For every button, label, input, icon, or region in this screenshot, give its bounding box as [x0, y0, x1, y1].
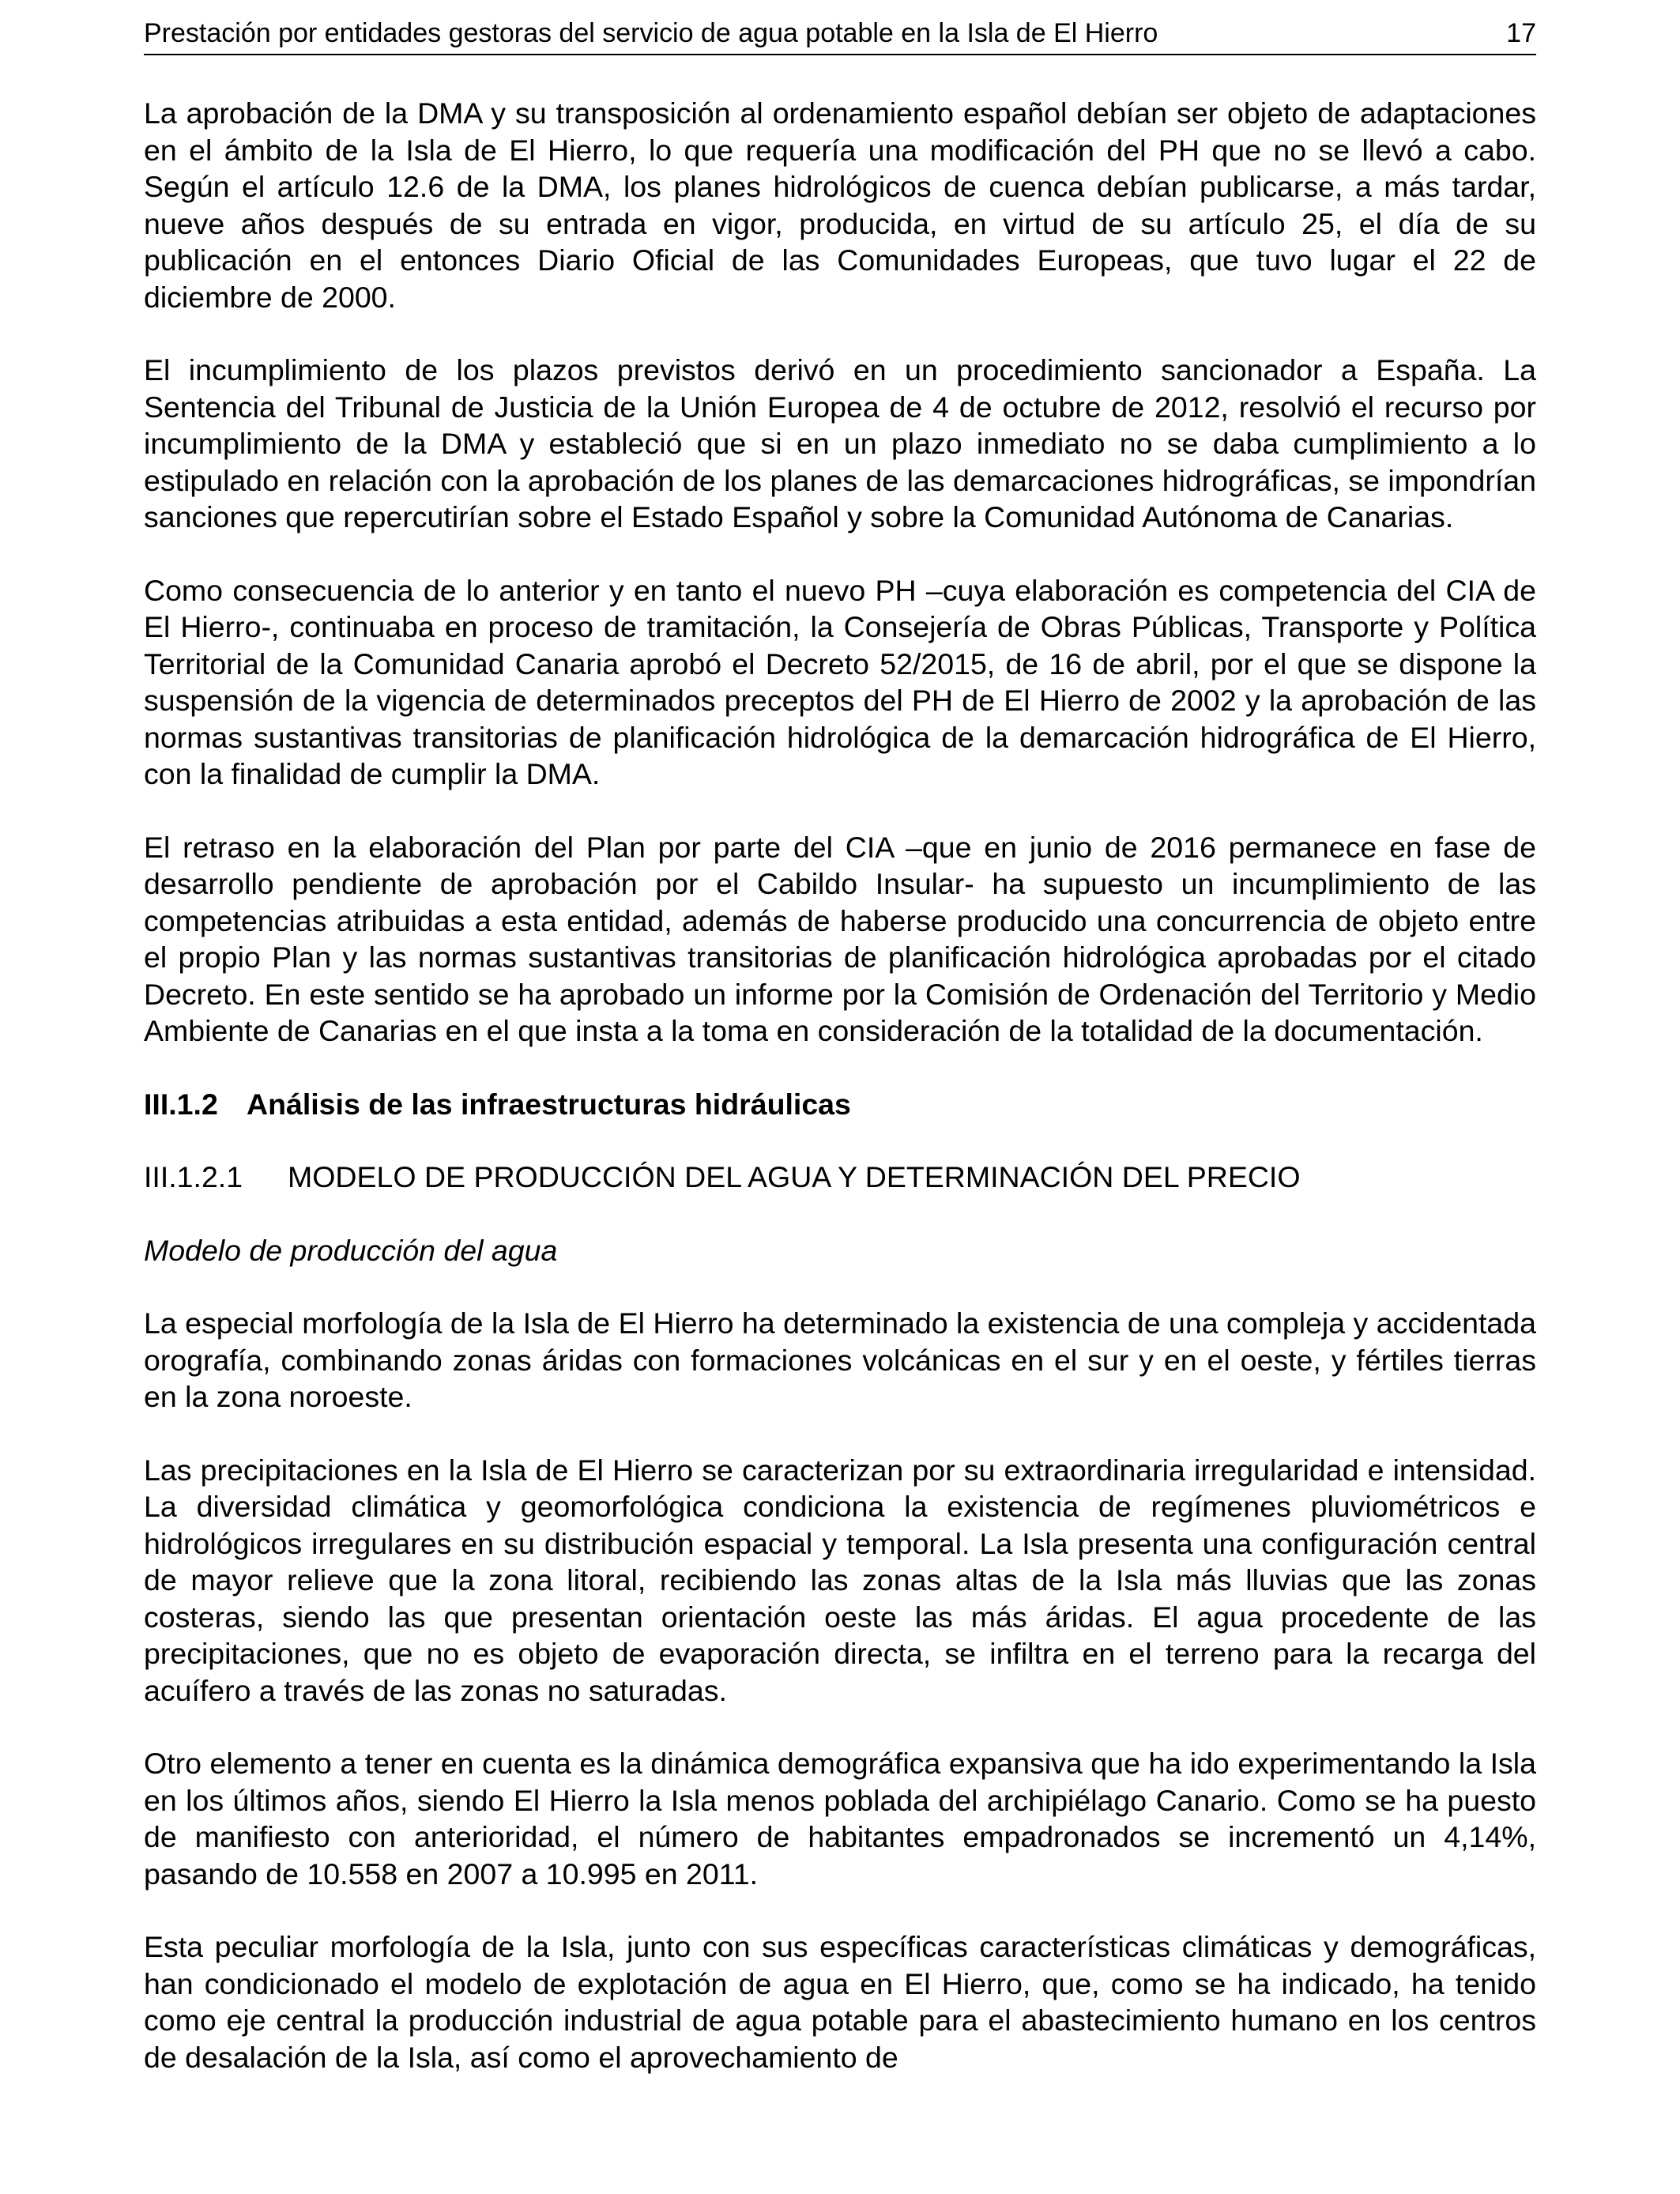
paragraph: El incumplimiento de los plazos previstos derivó en un procedimiento sancionador a España. La Sentencia del Tribunal de Justicia de la Unión Europea de 4 de octubre de 2012, resolvió el recurso por incumplimiento de la DMA y estableció que si en un plazo inmediato no se daba cumplimiento a lo estipulado en relación con la aprobación de los planes de las demarcaciones hidrográficas, se impondrían sanciones que repercutirían sobre el Estado Español y sobre la Comunidad Autónoma de Canarias.: [144, 353, 1536, 533]
paragraph: La especial morfología de la Isla de El Hierro ha determinado la existencia de una compleja y accidentada orografía, combinando zonas áridas con formaciones volcánicas en el sur y en el oeste, y fértiles tierras en la zona noroeste.: [144, 1306, 1536, 1413]
paragraph: Las precipitaciones en la Isla de El Hierro se caracterizan por su extraordinaria irregularidad e intensidad. La diversidad climática y geomorfológica condiciona la existencia de regímenes pluviométricos e hidrológicos irregulares en su distribución espacial y temporal. La Isla presenta una configuración central de mayor relieve que la zona litoral, recibiendo las zonas altas de la Isla más lluvias que las zonas costeras, siendo las que presentan orientación oeste las más áridas. El agua procedente de las precipitaciones, que no es objeto de evaporación directa, se infiltra en el terreno para la recarga del acuífero a través de las zonas no saturadas.: [144, 1453, 1536, 1707]
page-number: 17: [1506, 18, 1536, 48]
running-title: Prestación por entidades gestoras del servicio de agua potable en la Isla de El Hierro: [144, 18, 1158, 48]
paragraph: Como consecuencia de lo anterior y en tanto el nuevo PH –cuya elaboración es competencia del CIA de El Hierro-, continuaba en proceso de tramitación, la Consejería de Obras Públicas, Transporte y Política Territorial de la Comunidad Canaria aprobó el Decreto 52/2015, de 16 de abril, por el que se dispone la suspensión de la vigencia de determinados preceptos del PH de El Hierro de 2002 y la aprobación de las normas sustantivas transitorias de planificación hidrológica de la demarcación hidrográfica de El Hierro, con la finalidad de cumplir la DMA.: [144, 573, 1536, 790]
page-header: [144, 16, 1536, 55]
section-title: Análisis de las infraestructuras hidráulicas: [247, 1087, 851, 1121]
section-number: III.1.2: [144, 1087, 218, 1121]
subsection-heading: [144, 1159, 1536, 1196]
paragraph: La aprobación de la DMA y su transposición al ordenamiento español debían ser objeto de adaptaciones en el ámbito de la Isla de El Hierro, lo que requería una modificación del PH que no se llevó a cabo. Según el artículo 12.6 de la DMA, los planes hidrológicos de cuenca debían publicarse, a más tardar, nueve años después de su entrada en vigor, producida, en virtud de su artículo 25, el día de su publicación en el entonces Diario Oficial de las Comunidades Europeas, que tuvo lugar el 22 de diciembre de 2000.: [144, 96, 1536, 314]
subsection-number: III.1.2.1: [144, 1160, 243, 1193]
paragraph: Otro elemento a tener en cuenta es la dinámica demográfica expansiva que ha ido experimentando la Isla en los últimos años, siendo El Hierro la Isla menos poblada del archipiélago Canario. Como se ha puesto de manifiesto con anterioridad, el número de habitantes empadronados se incrementó un 4,14%, pasando de 10.558 en 2007 a 10.995 en 2011.: [144, 1747, 1536, 1891]
italic-heading: Modelo de producción del agua: [144, 1233, 558, 1267]
section-heading: [144, 1086, 1536, 1123]
paragraph: El retraso en la elaboración del Plan por parte del CIA –que en junio de 2016 permanece en fase de desarrollo pendiente de aprobación por el Cabildo Insular- ha supuesto un incumplimiento de las competencias atribuidas a esta entidad, además de haberse producido una concurrencia de objeto entre el propio Plan y las normas sustantivas transitorias de planificación hidrológica aprobadas por el citado Decreto. En este sentido se ha aprobado un informe por la Comisión de Ordenación del Territorio y Medio Ambiente de Canarias en el que insta a la toma en consideración de la totalidad de la documentación.: [144, 830, 1536, 1047]
subsection-title: MODELO DE PRODUCCIÓN DEL AGUA Y DETERMINACIÓN DEL PRECIO: [288, 1160, 1301, 1193]
paragraph: Esta peculiar morfología de la Isla, junto con sus específicas características climáticas y demográficas, han condicionado el modelo de explotación de agua en El Hierro, que, como se ha indicado, ha tenido como eje central la producción industrial de agua potable para el abastecimiento humano en los centros de desalación de la Isla, así como el aprovechamiento de: [144, 1930, 1536, 2074]
document-body: [144, 95, 1536, 2075]
